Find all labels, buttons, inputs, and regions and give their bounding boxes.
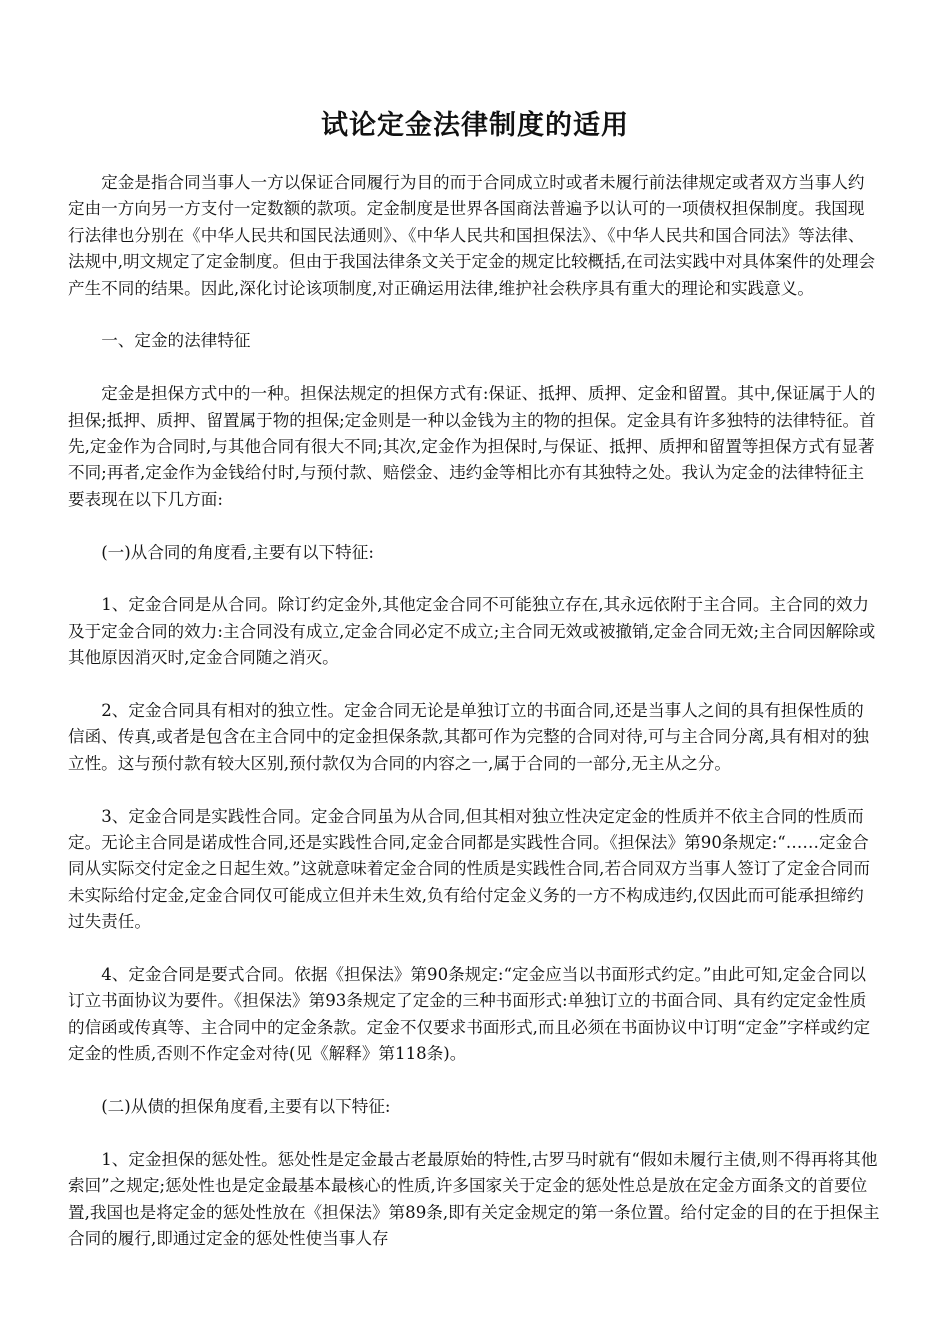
- body-paragraph: 定金是指合同当事人一方以保证合同履行为目的而于合同成立时或者未履行前法律规定或者双方当事人约定由一方向另一方支付一定数额的款项。定金制度是世界各国商法普遍予以认可的一项债权担保制度。我国现行法律也分别在《中华人民共和国民法通则》、《中华人民共和国担保法》、《中华人民共和国合同法》等法律、法规中,明文规定了定金制度。但由于我国法律条文关于定金的规定比较概括,在司法实践中对具体案件的处理会产生不同的结果。因此,深化讨论该项制度,对正确运用法律,维护社会秩序具有重大的理论和实践意义。: [68, 173, 876, 298]
- body-paragraph: 定金是担保方式中的一种。担保法规定的担保方式有:保证、抵押、质押、定金和留置。其中,保证属于人的担保;抵押、质押、留置属于物的担保;定金则是一种以金钱为主的物的担保。定金具有许多独特的法律特征。首先,定金作为合同时,与其他合同有很大不同;其次,定金作为担保时,与保证、抵押、质押和留置等担保方式有显著不同;再者,定金作为金钱给付时,与预付款、赔偿金、违约金等相比亦有其独特之处。我认为定金的法律特征主要表现在以下几方面:: [68, 384, 876, 509]
- section-heading: (一)从合同的角度看,主要有以下特征:: [101, 542, 374, 562]
- document-title: 试论定金法律制度的适用: [321, 110, 629, 141]
- document-body: [68, 170, 880, 1279]
- section-heading: 一、定金的法律特征: [101, 331, 251, 351]
- body-paragraph: 1、定金担保的惩处性。惩处性是定金最古老最原始的特性,古罗马时就有“假如未履行主债,则不得再将其他索回”之规定;惩处性也是定金最基本最核心的性质,许多国家关于定金的惩处性总是放在定金方面条文的首要位置,我国也是将定金的惩处性放在《担保法》第89条,即有关定金规定的第一条位置。给付定金的目的在于担保主合同的履行,即通过定金的惩处性使当事人存: [68, 1149, 880, 1249]
- body-paragraph: 2、定金合同具有相对的独立性。定金合同无论是单独订立的书面合同,还是当事人之间的具有担保性质的信函、传真,或者是包含在主合同中的定金担保条款,其都可作为完整的合同对待,可与主合同分离,具有相对的独立性。这与预付款有较大区别,预付款仅为合同的内容之一,属于合同的一部分,无主从之分。: [68, 701, 870, 773]
- body-paragraph: 1、定金合同是从合同。除订约定金外,其他定金合同不可能独立存在,其永远依附于主合同。主合同的效力及于定金合同的效力:主合同没有成立,定金合同必定不成立;主合同无效或被撤销,定金合同无效;主合同因解除或其他原因消灭时,定金合同随之消灭。: [68, 595, 876, 668]
- body-paragraph: 3、定金合同是实践性合同。定金合同虽为从合同,但其相对独立性决定定金的性质并不依主合同的性质而定。无论主合同是诺成性合同,还是实践性合同,定金合同都是实践性合同。《担保法》第90条规定:“……定金合同从实际交付定金之日起生效。”这就意味着定金合同的性质是实践性合同,若合同双方当事人签订了定金合同而未实际给付定金,定金合同仅可能成立但并未生效,负有给付定金义务的一方不构成违约,仅因此而可能承担缔约过失责任。: [68, 806, 870, 932]
- section-heading: (二)从债的担保角度看,主要有以下特征:: [101, 1097, 391, 1117]
- body-paragraph: 4、定金合同是要式合同。依据《担保法》第90条规定:“定金应当以书面形式约定。”由此可知,定金合同以订立书面协议为要件。《担保法》第93条规定了定金的三种书面形式:单独订立的书面合同、具有约定定金性质的信函或传真等、主合同中的定金条款。定金不仅要求书面形式,而且必须在书面协议中订明“定金”字样或约定定金的性质,否则不作定金对待(见《解释》第118条)。: [68, 965, 871, 1064]
